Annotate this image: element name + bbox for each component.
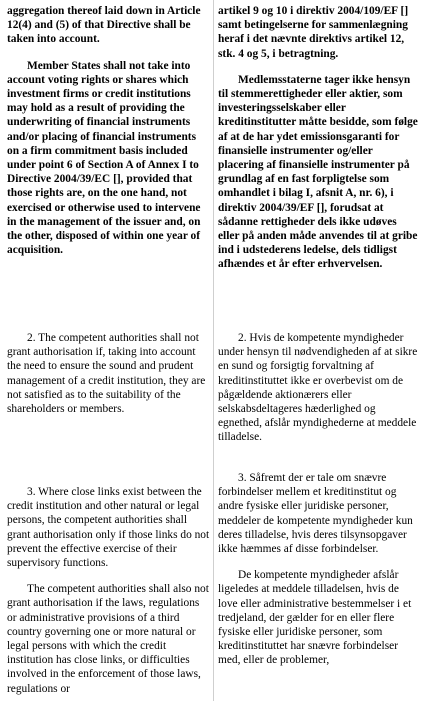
english-paragraph-block-1: [7, 4, 210, 257]
danish-paragraph-block-2: [218, 331, 419, 445]
column-divider: [213, 0, 214, 701]
danish-text-paragraph: 3. Såfremt der er tale om snævre forbindelser mellem et kreditinstitut og andre fysiske eller juridiske personer, meddeler de kompetente myndigheder kun deres tilladelse, hvis deres tilsynsopgaver ikke hæmmes af disse forbindelser.: [218, 472, 413, 556]
danish-text-paragraph: artikel 9 og 10 i direktiv 2004/109/EF [] samt betingelserne for sammenlægning heraf i det nævnte direktivs artikel 12, stk. 4 og 5, i betragtning.: [218, 5, 409, 60]
english-paragraph-block-2: [7, 331, 210, 416]
english-paragraph-block-3: [7, 485, 210, 696]
danish-text-paragraph: 2. Hvis de kompetente myndigheder under hensyn til nødvendigheden af at sikre en sund og forsigtig forvaltning af kreditinstituttet ikke er overbevist om de pågældende aktionærers eller selskabsdeltageres hæderlighed og egnethed, afslår myndighederne at meddele tilladelse.: [218, 332, 418, 444]
english-text-paragraph: The competent authorities shall also not grant authorisation if the laws, regulations or administrative provisions of a third country governing one or more natural or legal persons with which the credit institution has close links, or difficulties involved in the enforcement of those laws, regulations or: [7, 583, 209, 695]
english-text-paragraph: 2. The competent authorities shall not grant authorisation if, taking into account the need to ensure the sound and prudent management of a credit institution, they are not satisfied as to the suitability of the shareholders or members.: [7, 332, 206, 416]
danish-paragraph-block-1: [218, 4, 419, 272]
english-text-paragraph: 3. Where close links exist between the credit institution and other natural or legal persons, the competent authorities shall grant authorisation only if those links do not prevent the effective exercise of their supervisory functions.: [7, 486, 210, 570]
danish-text-paragraph: De kompetente myndigheder afslår ligeledes at meddele tilladelsen, hvis de love eller administrative bestemmelser i et tredjeland, der gælder for en eller flere fysiske eller juridiske personer, som kreditinstituttet har snævre forbindelser med, eller de problemer,: [218, 569, 412, 667]
danish-paragraph-block-3: [218, 471, 419, 668]
english-text-paragraph: aggregation thereof laid down in Article 12(4) and (5) of that Directive shall be taken into account.: [7, 5, 201, 46]
danish-text-paragraph: Medlemsstaterne tager ikke hensyn til stemmerettigheder eller aktier, som investeringsselskaber eller kreditinstitutter måtte besidde, som følge af at de har ydet emissionsgaranti for finansielle instrumenter og/eller placering af finansielle instrumenter på grundlag af en fast forpligtelse som omhandlet i bilag I, afsnit A, nr. 6), i direktiv 2004/39/EF [], forudsat at sådanne rettigheder dels ikke udøves eller på anden måde anvendes til at gribe ind i udstederens ledelse, dels tidligst afhændes et år efter erhvervelsen.: [218, 73, 418, 271]
english-text-paragraph: Member States shall not take into account voting rights or shares which investment firms or credit institutions may hold as a result of providing the underwriting of financial instruments and/or placing of financial instruments on a firm commitment basis included under point 6 of Section A of Annex I to Directive 2004/39/EC [], provided that those rights are, on the one hand, not exercised or otherwise used to intervene in the management of the issuer and, on the other, disposed of within one year of acquisition.: [7, 59, 201, 257]
